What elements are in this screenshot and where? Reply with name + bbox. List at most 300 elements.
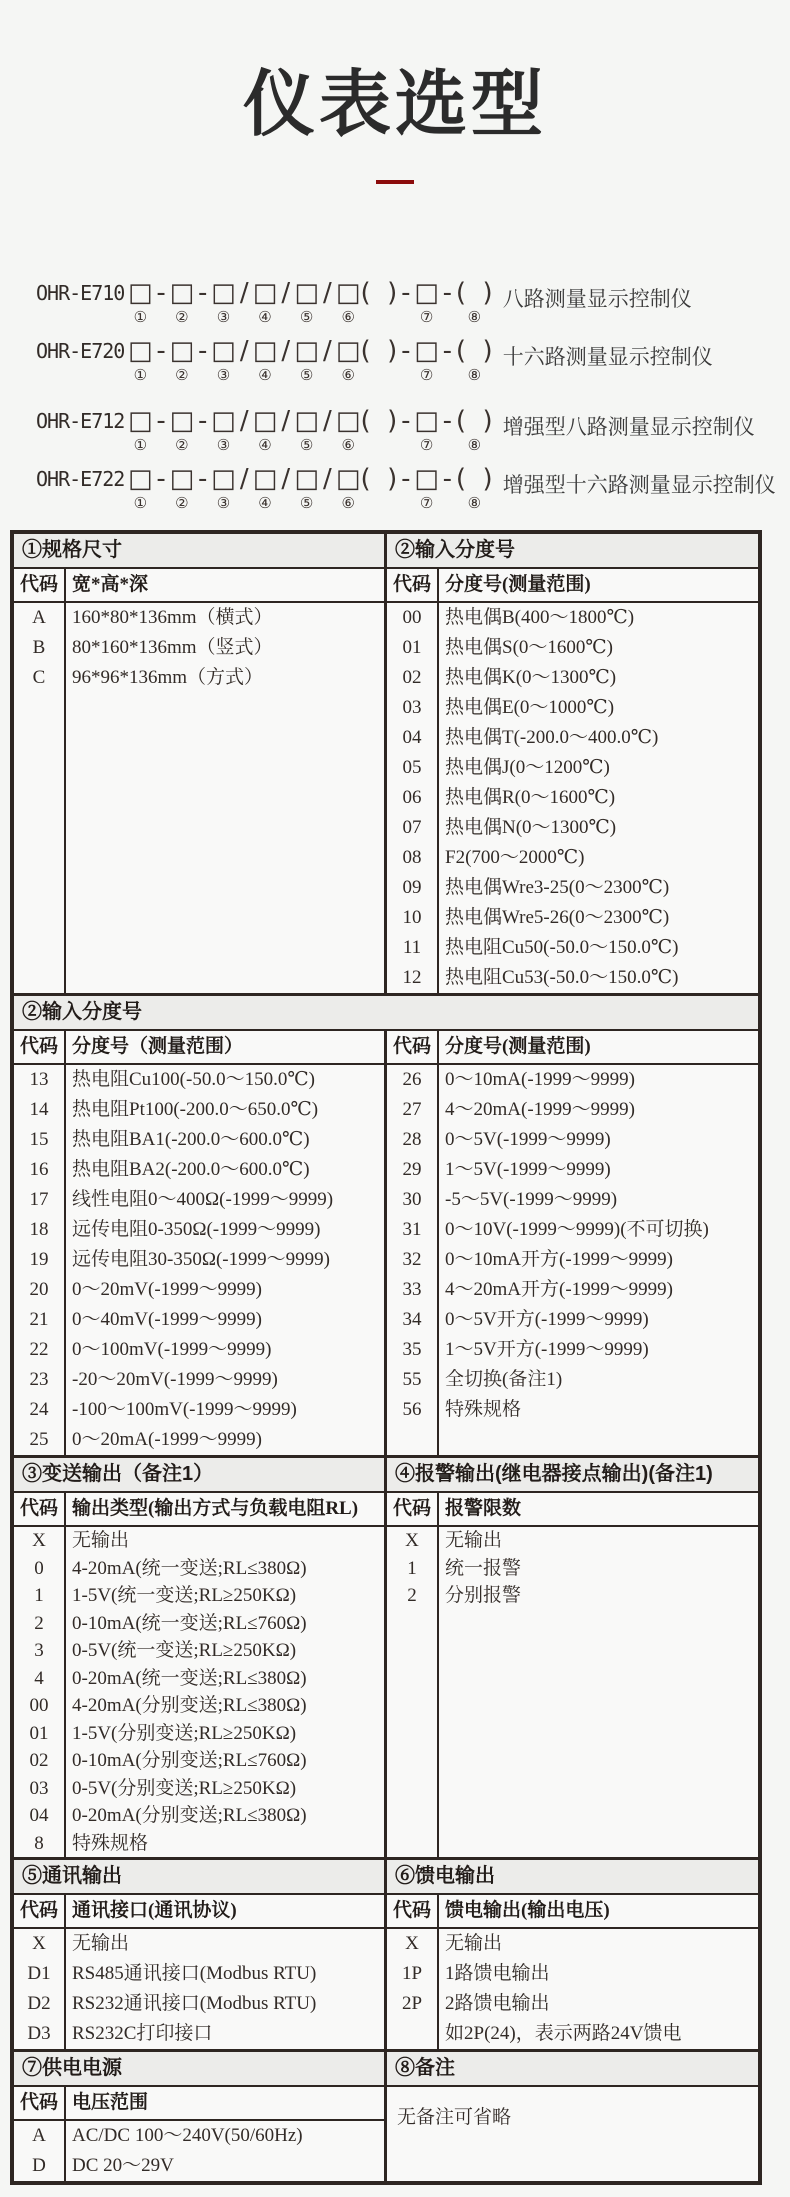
pattern-token xyxy=(414,404,439,456)
row-label: 全切换(备注1) xyxy=(445,1369,563,1390)
pattern-token xyxy=(153,334,170,386)
pattern-symbol: - xyxy=(156,464,166,494)
table-row xyxy=(387,843,758,873)
pattern-symbol: □ xyxy=(211,406,236,436)
model-description: 增强型八路测量显示控制仪 xyxy=(502,416,755,439)
section-columns xyxy=(387,1493,758,1857)
pattern-token xyxy=(414,276,439,328)
pattern-circled-number: ④ xyxy=(258,437,272,454)
section-columns xyxy=(387,569,758,993)
pattern-symbol: - xyxy=(442,406,453,436)
pattern-symbol: □ xyxy=(128,278,153,308)
pattern-symbol: □ xyxy=(414,406,439,436)
row-code: 20 xyxy=(29,1279,49,1300)
row-code: 12 xyxy=(402,967,422,988)
row-code: 1 xyxy=(407,1557,417,1579)
table-row xyxy=(387,603,758,633)
row-label: 热电偶T(-200.0～400.0℃) xyxy=(445,727,659,748)
section-power-supply xyxy=(14,2052,384,2181)
row-code: C xyxy=(32,667,46,688)
pattern-token xyxy=(336,276,361,328)
row-label: 4～20mA(-1999～9999) xyxy=(445,1099,635,1120)
pattern-token xyxy=(336,404,361,456)
row-code: A xyxy=(32,2125,46,2146)
pattern-circled-number: ① xyxy=(133,309,148,326)
section-columns xyxy=(387,1895,758,2049)
row-code: 23 xyxy=(29,1369,49,1390)
pattern-token xyxy=(319,276,336,328)
order-code-pattern xyxy=(128,276,493,328)
section-columns xyxy=(14,1895,384,2049)
row-label: 热电偶S(0～1600℃) xyxy=(445,637,613,658)
row-label: 0-5V(分别变送;RL≥250KΩ) xyxy=(72,1777,297,1799)
pattern-symbol: □ xyxy=(252,406,278,436)
pattern-token xyxy=(397,276,414,328)
model-description: 十六路测量显示控制仪 xyxy=(502,346,713,369)
row-label: 0～10mA开方(-1999～9999) xyxy=(445,1249,673,1270)
row-label: 热电阻Cu100(-50.0～150.0℃) xyxy=(72,1069,315,1090)
table-row xyxy=(387,1527,758,1555)
model-number: OHR-E722 xyxy=(36,467,125,491)
pattern-symbol: - xyxy=(156,336,166,366)
table-row xyxy=(387,1959,758,1989)
code-header: 代码 xyxy=(392,1900,431,1921)
row-label: 1～5V开方(-1999～9999) xyxy=(445,1339,649,1360)
table-row xyxy=(387,783,758,813)
table-row xyxy=(387,633,758,663)
pattern-symbol: / xyxy=(281,464,291,494)
table-row xyxy=(14,1275,384,1305)
pattern-token xyxy=(253,462,278,514)
pattern-symbol: □ xyxy=(294,278,319,308)
row-code: 2 xyxy=(407,1585,417,1606)
pattern-circled-number: ⑧ xyxy=(467,495,482,512)
table-row xyxy=(387,1395,758,1425)
section-rows xyxy=(14,2121,384,2181)
pattern-symbol: □ xyxy=(128,464,153,494)
table-row xyxy=(387,1989,758,2019)
pattern-token xyxy=(211,334,236,386)
pattern-symbol: / xyxy=(281,406,291,436)
table-row xyxy=(14,1929,384,1959)
pattern-symbol: ( ) xyxy=(360,336,398,366)
row-label: 4～20mA开方(-1999～9999) xyxy=(445,1279,673,1300)
pattern-token xyxy=(360,462,397,514)
pattern-symbol: □ xyxy=(414,278,439,308)
table-row xyxy=(14,1305,384,1335)
pattern-symbol: □ xyxy=(211,278,236,308)
pattern-circled-number: ⑥ xyxy=(341,495,355,512)
pattern-symbol: □ xyxy=(335,278,361,308)
row-code: 26 xyxy=(402,1069,422,1090)
pattern-symbol: / xyxy=(281,278,291,308)
table-row xyxy=(387,903,758,933)
pattern-symbol: - xyxy=(401,464,411,494)
row-code: 34 xyxy=(402,1309,422,1330)
row-label: 0～100mV(-1999～9999) xyxy=(72,1339,272,1360)
section-header xyxy=(387,1031,758,1065)
pattern-token xyxy=(439,462,456,514)
pattern-symbol: / xyxy=(239,464,249,494)
row-code: 24 xyxy=(29,1399,49,1420)
row-label: 热电阻Cu53(-50.0～150.0℃) xyxy=(445,967,679,988)
row-code: 14 xyxy=(29,1099,49,1120)
table-row xyxy=(14,1065,384,1095)
table-row xyxy=(14,2121,384,2151)
row-label: 80*160*136mm（竖式） xyxy=(72,637,273,658)
row-code: A xyxy=(32,607,46,628)
row-code: 3 xyxy=(34,1640,44,1661)
row-label: 0～10mA(-1999～9999) xyxy=(445,1069,635,1090)
row-label: 热电阻Cu50(-50.0～150.0℃) xyxy=(445,937,679,958)
pattern-circled-number: ⑦ xyxy=(419,367,434,384)
table-row xyxy=(387,933,758,963)
pattern-symbol: ( ) xyxy=(360,278,398,308)
pattern-circled-number: ① xyxy=(133,495,148,512)
row-code: 19 xyxy=(29,1249,49,1270)
pattern-token xyxy=(360,334,397,386)
table-row xyxy=(14,2151,384,2181)
pattern-symbol: / xyxy=(239,406,249,436)
row-label: 统一报警 xyxy=(445,1557,522,1579)
code-header: 代码 xyxy=(19,1036,58,1057)
section-title: ③变送输出（备注1） xyxy=(14,1458,384,1493)
pattern-symbol: - xyxy=(197,336,208,366)
table-row xyxy=(387,1275,758,1305)
pattern-symbol: - xyxy=(197,406,208,436)
section-title: ⑤通讯输出 xyxy=(14,1860,384,1895)
table-row xyxy=(387,1305,758,1335)
section-comm-output xyxy=(14,1860,384,2049)
table-row xyxy=(14,2019,384,2049)
pattern-symbol: □ xyxy=(335,464,361,494)
pattern-symbol: - xyxy=(197,278,208,308)
pattern-token xyxy=(456,276,493,328)
table-row xyxy=(14,1527,384,1555)
table-row xyxy=(387,1215,758,1245)
label-header: 分度号(测量范围) xyxy=(445,574,591,595)
row-label: 分别报警 xyxy=(445,1585,522,1606)
pattern-symbol: - xyxy=(197,464,208,494)
pattern-symbol: ( ) xyxy=(455,336,493,366)
section-rows xyxy=(387,1065,758,1455)
pattern-symbol: □ xyxy=(294,406,319,436)
pattern-token xyxy=(336,334,361,386)
section-rows xyxy=(387,603,758,993)
row-code: 22 xyxy=(29,1339,49,1360)
pattern-circled-number: ⑥ xyxy=(341,367,355,384)
pattern-token xyxy=(319,334,336,386)
order-code-pattern xyxy=(128,462,493,514)
pattern-token xyxy=(236,404,253,456)
model-description: 增强型十六路测量显示控制仪 xyxy=(502,474,776,497)
row-code: 33 xyxy=(402,1279,422,1300)
section-header xyxy=(14,2087,384,2121)
order-code-pattern xyxy=(128,404,493,456)
row-label: 如2P(24)，表示两路24V馈电 xyxy=(445,2023,682,2044)
pattern-symbol: / xyxy=(239,278,249,308)
pattern-token xyxy=(211,404,236,456)
row-label: 热电偶N(0～1300℃) xyxy=(445,817,617,838)
section-columns xyxy=(14,2087,384,2181)
table-row xyxy=(14,1335,384,1365)
pattern-symbol: □ xyxy=(169,278,195,308)
table-row xyxy=(387,1929,758,1959)
row-label: 无输出 xyxy=(72,1933,130,1954)
table-row xyxy=(14,1395,384,1425)
pattern-symbol: □ xyxy=(294,464,319,494)
row-code: 21 xyxy=(29,1309,49,1330)
pattern-token xyxy=(336,462,361,514)
code-header: 代码 xyxy=(19,2092,58,2113)
row-label: 热电偶E(0～1000℃) xyxy=(445,697,615,718)
section-spec-size xyxy=(14,534,384,993)
pattern-circled-number: ④ xyxy=(258,495,272,512)
row-label: 0～10V(-1999～9999)(不可切换) xyxy=(445,1219,709,1240)
code-header: 代码 xyxy=(392,1498,431,1519)
section-header xyxy=(14,1031,384,1065)
pattern-token xyxy=(277,334,294,386)
table-row xyxy=(14,1425,384,1455)
pattern-symbol: ( ) xyxy=(455,464,493,494)
row-label: 远传电阻0-350Ω(-1999～9999) xyxy=(72,1219,321,1240)
row-code: 29 xyxy=(402,1159,422,1180)
table-row xyxy=(14,1959,384,1989)
row-label: -5～5V(-1999～9999) xyxy=(445,1189,618,1210)
pattern-circled-number: ③ xyxy=(216,495,231,512)
row-code: 31 xyxy=(402,1219,422,1240)
pattern-token xyxy=(456,404,493,456)
pattern-token xyxy=(277,462,294,514)
pattern-symbol: □ xyxy=(169,406,195,436)
band-comm-and-feed xyxy=(14,1857,758,2049)
selection-table xyxy=(10,530,762,2185)
pattern-circled-number: ⑤ xyxy=(299,367,314,384)
pattern-symbol: □ xyxy=(252,336,278,366)
row-label: -100～100mV(-1999～9999) xyxy=(72,1399,297,1420)
table-row xyxy=(387,1185,758,1215)
label-header: 通讯接口(通讯协议) xyxy=(72,1900,237,1921)
row-label: DC 20～29V xyxy=(72,2155,174,2176)
pattern-token xyxy=(397,334,414,386)
section-header xyxy=(387,1493,758,1527)
pattern-circled-number: ⑧ xyxy=(467,437,482,454)
section-title: ⑦供电电源 xyxy=(14,2052,384,2087)
row-code: 13 xyxy=(29,1069,49,1090)
pattern-symbol: ( ) xyxy=(455,406,493,436)
pattern-token xyxy=(253,276,278,328)
table-row xyxy=(14,1665,384,1693)
row-code: 00 xyxy=(29,1695,49,1716)
section-feed-output xyxy=(384,1860,758,2049)
table-row xyxy=(14,1095,384,1125)
pattern-token xyxy=(360,276,397,328)
model-line-e720 xyxy=(36,334,790,386)
row-code: 03 xyxy=(402,697,422,718)
pattern-token xyxy=(319,462,336,514)
table-row xyxy=(14,633,384,663)
table-row xyxy=(387,963,758,993)
table-row xyxy=(14,1747,384,1775)
row-label: 1-5V(统一变送;RL≥250KΩ) xyxy=(72,1585,297,1606)
pattern-circled-number: ⑦ xyxy=(419,309,434,326)
section-header xyxy=(14,1493,384,1527)
pattern-symbol: □ xyxy=(211,336,236,366)
pattern-token xyxy=(253,334,278,386)
pattern-circled-number: ① xyxy=(133,437,148,454)
row-label: RS232C打印接口 xyxy=(72,2023,213,2044)
row-code: 56 xyxy=(402,1399,422,1420)
table-row xyxy=(14,1692,384,1720)
pattern-token xyxy=(456,462,493,514)
pattern-circled-number: ⑤ xyxy=(299,495,314,512)
table-row xyxy=(14,1830,384,1858)
row-code: 8 xyxy=(34,1832,44,1854)
code-header: 代码 xyxy=(19,1900,58,1921)
pattern-symbol: - xyxy=(442,278,453,308)
pattern-token xyxy=(211,276,236,328)
code-header: 代码 xyxy=(19,1498,58,1519)
pattern-symbol: / xyxy=(323,336,332,366)
page-title: 仪表选型 xyxy=(242,65,547,145)
pattern-symbol: □ xyxy=(169,336,195,366)
table-row xyxy=(14,1215,384,1245)
table-row xyxy=(14,1989,384,2019)
pattern-token xyxy=(277,276,294,328)
pattern-token xyxy=(397,404,414,456)
row-code: 1 xyxy=(34,1585,44,1606)
row-code: 35 xyxy=(402,1339,422,1360)
title-divider xyxy=(376,180,414,184)
pattern-token xyxy=(397,462,414,514)
model-number: OHR-E712 xyxy=(36,409,125,433)
pattern-circled-number: ⑤ xyxy=(299,309,314,326)
pattern-symbol: / xyxy=(323,406,332,436)
model-line-e710 xyxy=(36,276,790,328)
table-row xyxy=(387,1125,758,1155)
row-label: 无输出 xyxy=(445,1530,503,1551)
pattern-token xyxy=(360,404,397,456)
row-code: 15 xyxy=(29,1129,49,1150)
section-columns xyxy=(387,1031,758,1455)
row-code: 2 xyxy=(34,1612,44,1634)
label-header: 电压范围 xyxy=(72,2092,149,2113)
row-label: 热电阻Pt100(-200.0～650.0℃) xyxy=(72,1099,319,1120)
pattern-token xyxy=(170,404,195,456)
row-label: AC/DC 100～240V(50/60Hz) xyxy=(72,2125,303,2146)
row-label: 0-20mA(分别变送;RL≤380Ω) xyxy=(72,1805,307,1826)
pattern-circled-number: ⑥ xyxy=(341,309,355,326)
pattern-circled-number: ③ xyxy=(216,367,231,384)
row-code: 09 xyxy=(402,877,422,898)
row-code: 28 xyxy=(402,1129,422,1150)
pattern-token xyxy=(439,276,456,328)
table-row xyxy=(14,1637,384,1665)
row-code: 08 xyxy=(402,847,422,868)
pattern-symbol: / xyxy=(323,464,332,494)
table-row xyxy=(14,603,384,633)
row-label: 2路馈电输出 xyxy=(445,1993,550,2014)
table-row xyxy=(14,1125,384,1155)
row-code: 0 xyxy=(34,1557,44,1579)
table-row xyxy=(387,753,758,783)
pattern-symbol: / xyxy=(323,278,332,308)
row-label: F2(700～2000℃) xyxy=(445,847,585,868)
pattern-token xyxy=(294,276,319,328)
table-row xyxy=(387,1555,758,1583)
pattern-token xyxy=(319,404,336,456)
pattern-symbol: □ xyxy=(335,336,361,366)
section-title: ⑥馈电输出 xyxy=(387,1860,758,1895)
row-label: 无输出 xyxy=(445,1933,503,1954)
pattern-token xyxy=(194,404,211,456)
table-row xyxy=(387,1245,758,1275)
pattern-circled-number: ③ xyxy=(216,437,231,454)
row-code: 02 xyxy=(29,1750,49,1771)
row-code: X xyxy=(405,1933,419,1954)
pattern-token xyxy=(414,334,439,386)
pattern-token xyxy=(128,276,153,328)
section-columns xyxy=(14,569,384,993)
pattern-symbol: / xyxy=(281,336,291,366)
input-range-left-column xyxy=(14,1031,384,1455)
table-row xyxy=(14,1720,384,1748)
table-row xyxy=(387,1065,758,1095)
row-code: 17 xyxy=(29,1189,49,1210)
pattern-token xyxy=(170,334,195,386)
row-code: 01 xyxy=(29,1722,49,1744)
pattern-token xyxy=(153,462,170,514)
pattern-symbol: - xyxy=(401,278,411,308)
row-code: 11 xyxy=(402,937,422,958)
pattern-symbol: - xyxy=(156,278,166,308)
pattern-symbol: □ xyxy=(414,464,439,494)
pattern-symbol: ( ) xyxy=(360,406,398,436)
order-code-pattern xyxy=(128,334,493,386)
pattern-symbol: ( ) xyxy=(455,278,493,308)
section-title: ④报警输出(继电器接点输出)(备注1) xyxy=(387,1458,758,1493)
model-line-e712 xyxy=(36,404,790,456)
section-title: ②输入分度号 xyxy=(14,996,758,1031)
row-label: 1-5V(分别变送;RL≥250KΩ) xyxy=(72,1722,297,1744)
pattern-circled-number: ④ xyxy=(258,367,272,384)
label-header: 分度号(测量范围) xyxy=(445,1036,591,1057)
row-code: D3 xyxy=(27,2023,51,2044)
row-label: 热电偶Wre3-25(0～2300℃) xyxy=(445,877,670,898)
pattern-token xyxy=(253,404,278,456)
row-label: 线性电阻0～400Ω(-1999～9999) xyxy=(72,1189,334,1210)
table-row xyxy=(387,663,758,693)
row-label: RS232通讯接口(Modbus RTU) xyxy=(72,1993,317,2014)
row-code: 06 xyxy=(402,787,422,808)
row-label: 热电偶B(400～1800℃) xyxy=(445,607,635,628)
row-label: 热电阻BA1(-200.0～600.0℃) xyxy=(72,1129,310,1150)
row-code: 04 xyxy=(402,727,422,748)
input-range-right-column xyxy=(384,1031,758,1455)
row-code: 30 xyxy=(402,1189,422,1210)
row-label: 热电偶R(0～1600℃) xyxy=(445,787,616,808)
row-label: 特殊规格 xyxy=(72,1832,149,1854)
pattern-token xyxy=(128,334,153,386)
label-header: 馈电输出(输出电压) xyxy=(445,1900,610,1921)
row-label: -20～20mV(-1999～9999) xyxy=(72,1369,278,1390)
band-transmit-and-alarm xyxy=(14,1455,758,1857)
row-label: 0-20mA(统一变送;RL≤380Ω) xyxy=(72,1667,307,1689)
row-label: 0-10mA(统一变送;RL≤760Ω) xyxy=(72,1612,307,1634)
pattern-symbol: □ xyxy=(211,464,236,494)
row-label: 热电偶K(0～1300℃) xyxy=(445,667,617,688)
section-header xyxy=(14,569,384,603)
